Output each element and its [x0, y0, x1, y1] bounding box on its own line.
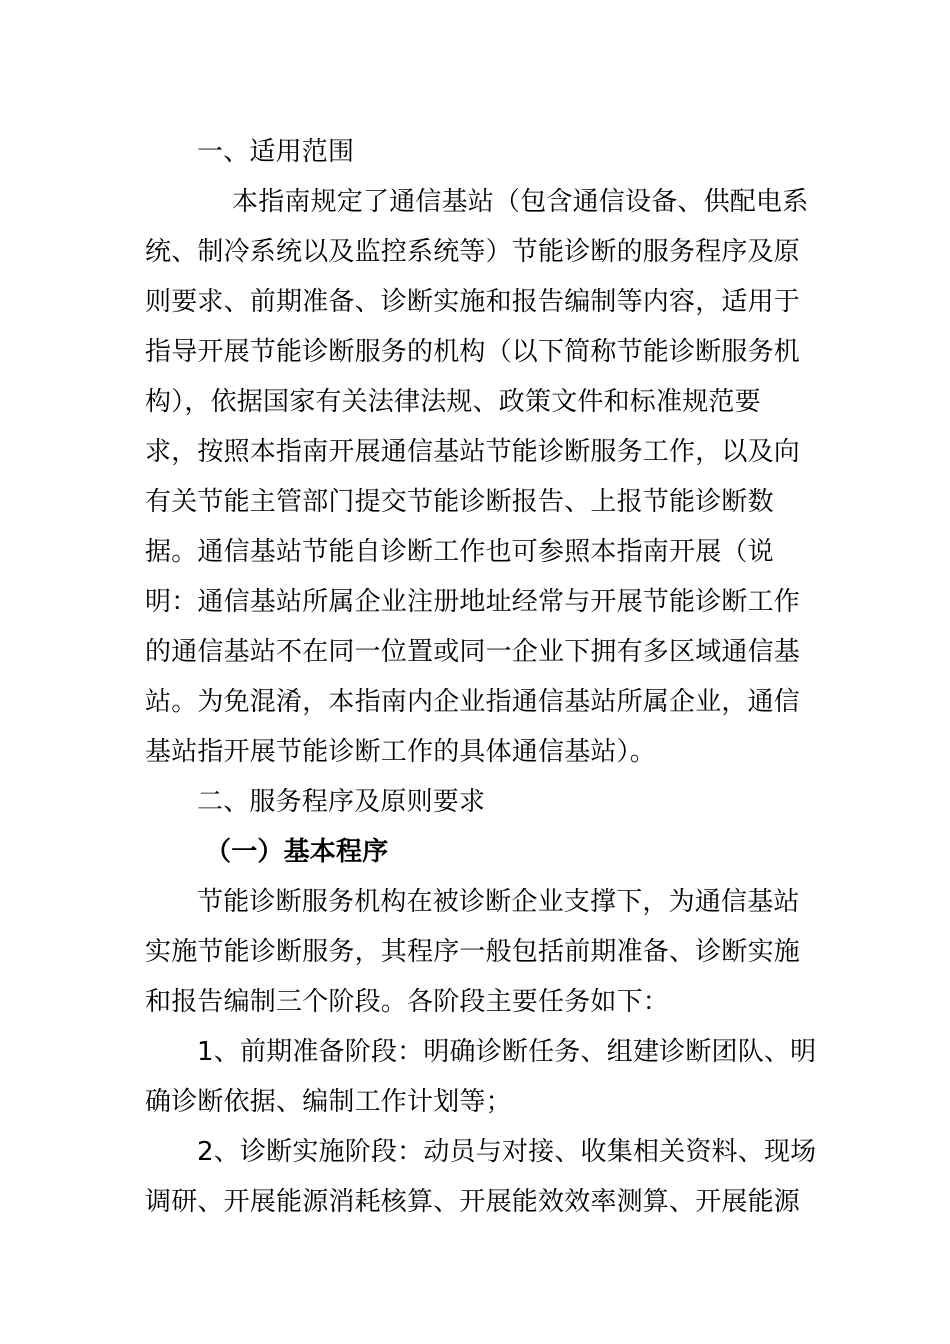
list-item-line: 调研、开展能源消耗核算、开展能效效率测算、开展能源: [145, 1187, 801, 1217]
paragraph-line: 则要求、前期准备、诊断实施和报告编制等内容，适用于: [145, 287, 801, 317]
paragraph-line: 求，按照本指南开展通信基站节能诊断服务工作，以及向: [145, 437, 801, 467]
section-heading-procedure: 二、服务程序及原则要求: [197, 787, 486, 817]
paragraph-line: 构），依据国家有关法律法规、政策文件和标准规范要: [145, 387, 761, 417]
paragraph-line: 有关节能主管部门提交节能诊断报告、上报节能诊断数: [145, 487, 774, 517]
list-item-line: 1、前期准备阶段：明确诊断任务、组建诊断团队、明: [197, 1037, 817, 1067]
paragraph-line: 本指南规定了通信基站（包含通信设备、供配电系: [232, 187, 809, 217]
paragraph-line: 实施节能诊断服务，其程序一般包括前期准备、诊断实施: [145, 937, 801, 967]
paragraph-line: 统、制冷系统以及监控系统等）节能诊断的服务程序及原: [145, 237, 801, 267]
paragraph-line: 和报告编制三个阶段。各阶段主要任务如下：: [145, 987, 670, 1017]
list-item-line: 2、诊断实施阶段：动员与对接、收集相关资料、现场: [197, 1137, 817, 1167]
paragraph-line: 的通信基站不在同一位置或同一企业下拥有多区域通信基: [145, 637, 801, 667]
paragraph-line: 站。为免混淆，本指南内企业指通信基站所属企业，通信: [145, 687, 801, 717]
paragraph-line: 节能诊断服务机构在被诊断企业支撑下，为通信基站: [197, 887, 800, 917]
section-heading-scope: 一、适用范围: [197, 137, 355, 167]
subsection-heading-basic-procedure: （一）基本程序: [205, 837, 389, 867]
paragraph-line: 据。通信基站节能自诊断工作也可参照本指南开展（说: [145, 537, 774, 567]
list-item-line: 确诊断依据、编制工作计划等；: [145, 1087, 512, 1117]
paragraph-line: 指导开展节能诊断服务的机构（以下简称节能诊断服务机: [145, 337, 801, 367]
paragraph-line: 基站指开展节能诊断工作的具体通信基站）。: [145, 737, 657, 767]
paragraph-line: 明：通信基站所属企业注册地址经常与开展节能诊断工作: [145, 587, 801, 617]
